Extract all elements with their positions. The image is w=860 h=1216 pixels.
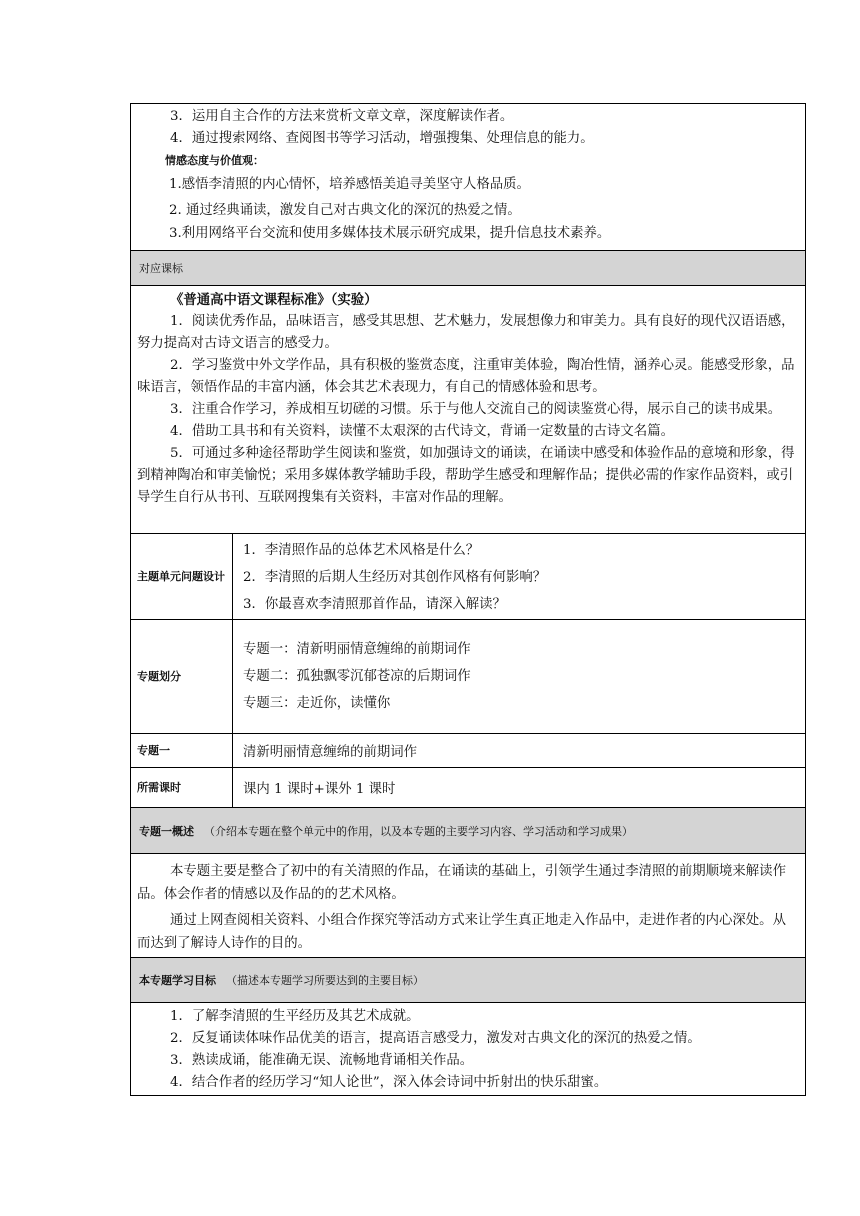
overview-label: 专题一概述	[139, 824, 194, 838]
hours-value: 课内 1 课时+课外 1 课时	[243, 782, 396, 797]
goals-section	[131, 1002, 805, 1095]
standards-item: 5．可通过多种途径帮助学生阅读和鉴赏，如加强诗文的诵读，在诵读中感受和体验作品的意境和形象，得到精神陶冶和审美愉悦；采用多媒体教学辅助手段，帮助学生感受和理解作品；提供必需的作家作品资料，或引导学生自行从书刊、互联网搜集有关资料，丰富对作品的理解。	[137, 446, 795, 505]
goals-header	[131, 957, 805, 1002]
emotion-item: 3.利用网络平台交流和使用多媒体技术展示研究成果，提升信息技术素养。	[169, 226, 611, 241]
questions-list	[233, 534, 805, 619]
goals-note: （描述本专题学习所要达到的主要目标）	[226, 974, 424, 987]
standards-section	[131, 285, 805, 533]
topics-row	[131, 619, 805, 733]
standards-item: 4．借助工具书和有关资料，读懂不太艰深的古代诗文，背诵一定数量的古诗文名篇。	[170, 424, 674, 439]
lesson-plan-table	[130, 103, 806, 1096]
goal-item: 3．熟读成诵，能准确无误、流畅地背诵相关作品。	[170, 1053, 474, 1068]
goal-item: 4．结合作者的经历学习“知人论世”，深入体会诗词中折射出的快乐甜蜜。	[170, 1075, 608, 1090]
overview-section	[131, 853, 805, 957]
topic-item: 专题一：清新明丽情意缠绵的前期词作	[243, 642, 471, 657]
objectives-section	[131, 104, 805, 250]
question-item: 2．李清照的后期人生经历对其创作风格有何影响？	[243, 570, 547, 585]
hours-label: 所需课时	[131, 768, 233, 807]
standards-title: 《普通高中语文课程标准》（实验）	[170, 292, 378, 308]
standards-item: 2．学习鉴赏中外文学作品，具有积极的鉴赏态度，注重审美体验，陶冶性情，涵养心灵。能感受形象，品味语言，领悟作品的丰富内涵，体会其艺术表现力，有自己的情感体验和思考。	[137, 358, 795, 395]
topic-one-row	[131, 733, 805, 767]
questions-row	[131, 533, 805, 619]
goal-item: 1．了解李清照的生平经历及其艺术成就。	[170, 1009, 420, 1024]
questions-label: 主题单元问题设计	[131, 534, 233, 619]
overview-note: （介绍本专题在整个单元中的作用，以及本专题的主要学习内容、学习活动和学习成果）	[204, 824, 633, 838]
topic-one-value: 清新明丽情意缠绵的前期词作	[243, 745, 418, 760]
overview-paragraph: 本专题主要是整合了初中的有关清照的作品，在诵读的基础上，引领学生通过李清照的前期顺境来解读作品。体会作者的情感以及作品的的艺术风格。	[137, 864, 786, 902]
standards-item: 3．注重合作学习，养成相互切磋的习惯。乐于与他人交流自己的阅读鉴赏心得，展示自己的读书成果。	[170, 402, 782, 417]
standards-item: 1．阅读优秀作品，品味语言，感受其思想、艺术魅力，发展想像力和审美力。具有良好的现代汉语语感，努力提高对古诗文语言的感受力。	[137, 314, 795, 351]
objective-item: 4．通过搜索网络、查阅图书等学习活动，增强搜集、处理信息的能力。	[170, 131, 594, 146]
objective-item: 3．运用自主合作的方法来赏析文章文章，深度解读作者。	[170, 109, 514, 124]
topic-item: 专题三：走近你，读懂你	[243, 696, 391, 711]
emotion-item: 1.感悟李清照的内心情怀，培养感悟美追寻美坚守人格品质。	[169, 177, 530, 192]
topics-label: 专题划分	[131, 620, 233, 733]
goal-item: 2．反复诵读体味作品优美的语言，提高语言感受力，激发对古典文化的深沉的热爱之情。	[170, 1031, 701, 1046]
question-item: 1．李清照作品的总体艺术风格是什么？	[243, 543, 480, 558]
standards-header	[131, 250, 805, 285]
overview-paragraph: 通过上网查阅相关资料、小组合作探究等活动方式来让学生真正地走入作品中，走进作者的内心深处。从而达到了解诗人诗作的目的。	[137, 913, 786, 951]
goals-label: 本专题学习目标	[139, 974, 216, 987]
topic-item: 专题二：孤独飘零沉郁苍凉的后期词作	[243, 669, 471, 684]
topic-one-label: 专题一	[131, 734, 233, 767]
standards-header-label: 对应课标	[139, 262, 183, 275]
overview-header	[131, 807, 805, 853]
question-item: 3．你最喜欢李清照那首作品，请深入解读？	[243, 597, 506, 612]
topics-list	[233, 620, 805, 733]
hours-row	[131, 767, 805, 807]
emotion-item: 2. 通过经典诵读，激发自己对古典文化的深沉的热爱之情。	[169, 203, 521, 218]
emotion-heading: 情感态度与价值观：	[165, 154, 264, 167]
